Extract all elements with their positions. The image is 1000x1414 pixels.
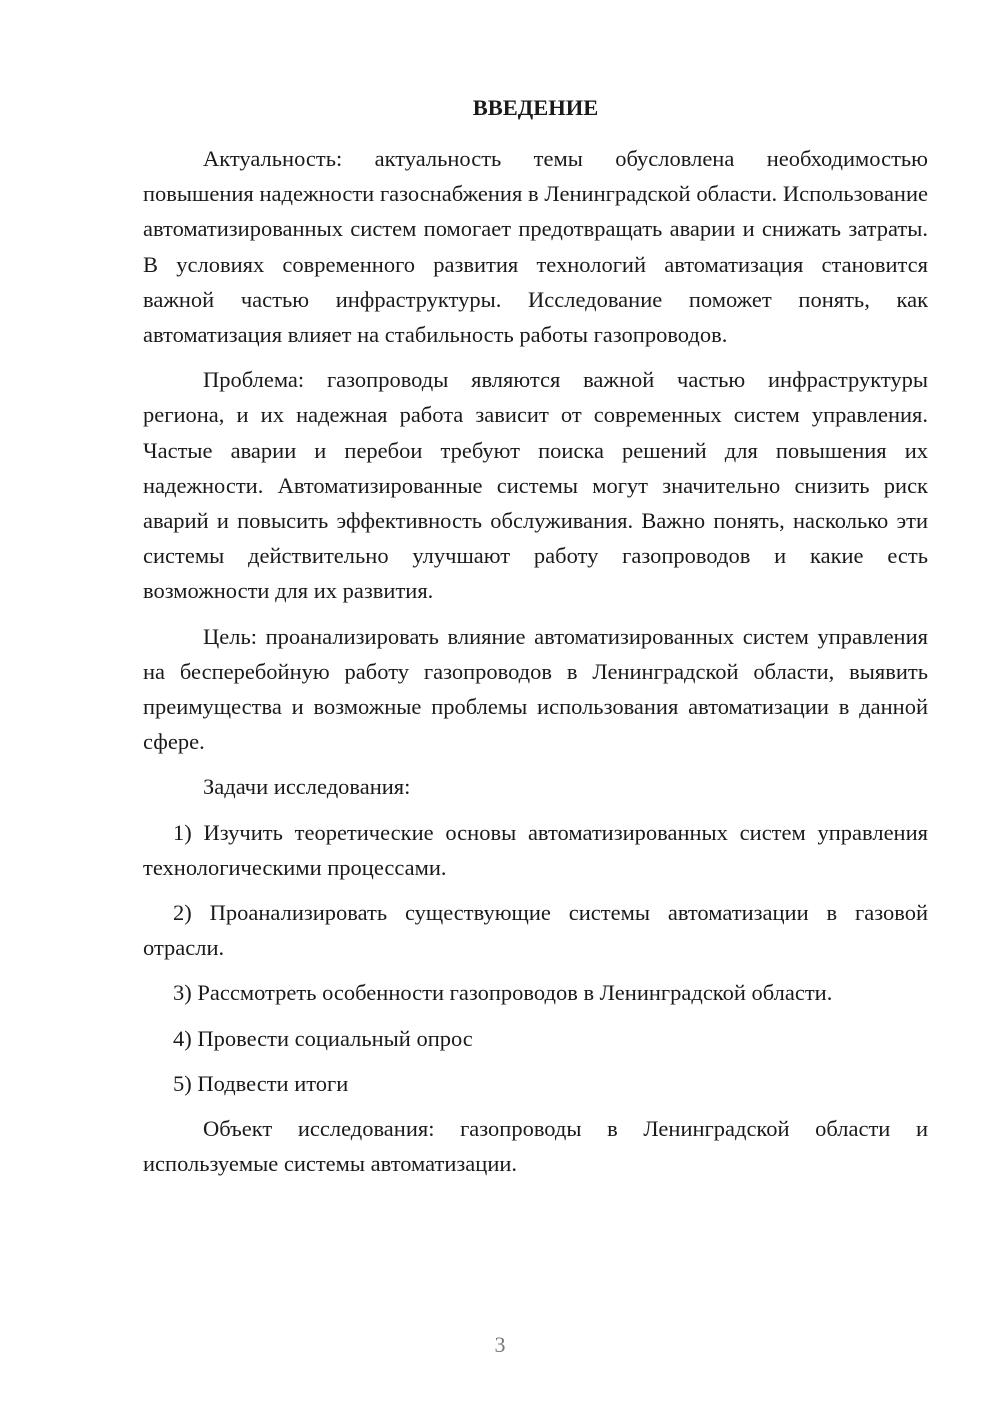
list-item: 5) Подвести итоги <box>173 1070 349 1096</box>
paragraph-object: Объект исследования: газопроводы в Ленинградской области и используемые системы автоматизации. <box>143 1116 928 1177</box>
paragraph-goal: Цель: проанализировать влияние автоматизированных систем управления на бесперебойную работу газопроводов в Ленинградской области, выявить преимущества и возможные проблемы использования автоматизации в данной сфере. <box>143 623 928 755</box>
document-page <box>143 90 928 1191</box>
list-item: 4) Провести социальный опрос <box>173 1025 473 1051</box>
list-item: 2) Проанализировать существующие системы автоматизации в газовой отрасли. <box>143 900 928 961</box>
paragraph-relevance: Актуальность: актуальность темы обусловлена необходимостью повышения надежности газоснабжения в Ленинградской области. Использование автоматизированных систем помогает предотвращать аварии и снижать затраты. В условиях современного развития технологий автоматизация становится важной частью инфраструктуры. Исследование поможет понять, как автоматизация влияет на стабильность работы газопроводов. <box>143 146 928 348</box>
document-title: ВВЕДЕНИЕ <box>472 95 599 120</box>
list-item: 1) Изучить теоретические основы автоматизированных систем управления технологическими процессами. <box>143 819 928 880</box>
tasks-heading: Задачи исследования: <box>203 774 411 800</box>
page-number: 3 <box>494 1332 506 1357</box>
paragraph-problem: Проблема: газопроводы являются важной частью инфраструктуры региона, и их надежная работа зависит от современных систем управления. Частые аварии и перебои требуют поиска решений для повышения их надежности. Автоматизированные системы могут значительно снизить риск аварий и повысить эффективность обслуживания. Важно понять, насколько эти системы действительно улучшают работу газопроводов и какие есть возможности для их развития. <box>143 367 928 604</box>
list-item: 3) Рассмотреть особенности газопроводов в Ленинградской области. <box>173 980 833 1006</box>
tasks-list <box>143 815 928 1101</box>
